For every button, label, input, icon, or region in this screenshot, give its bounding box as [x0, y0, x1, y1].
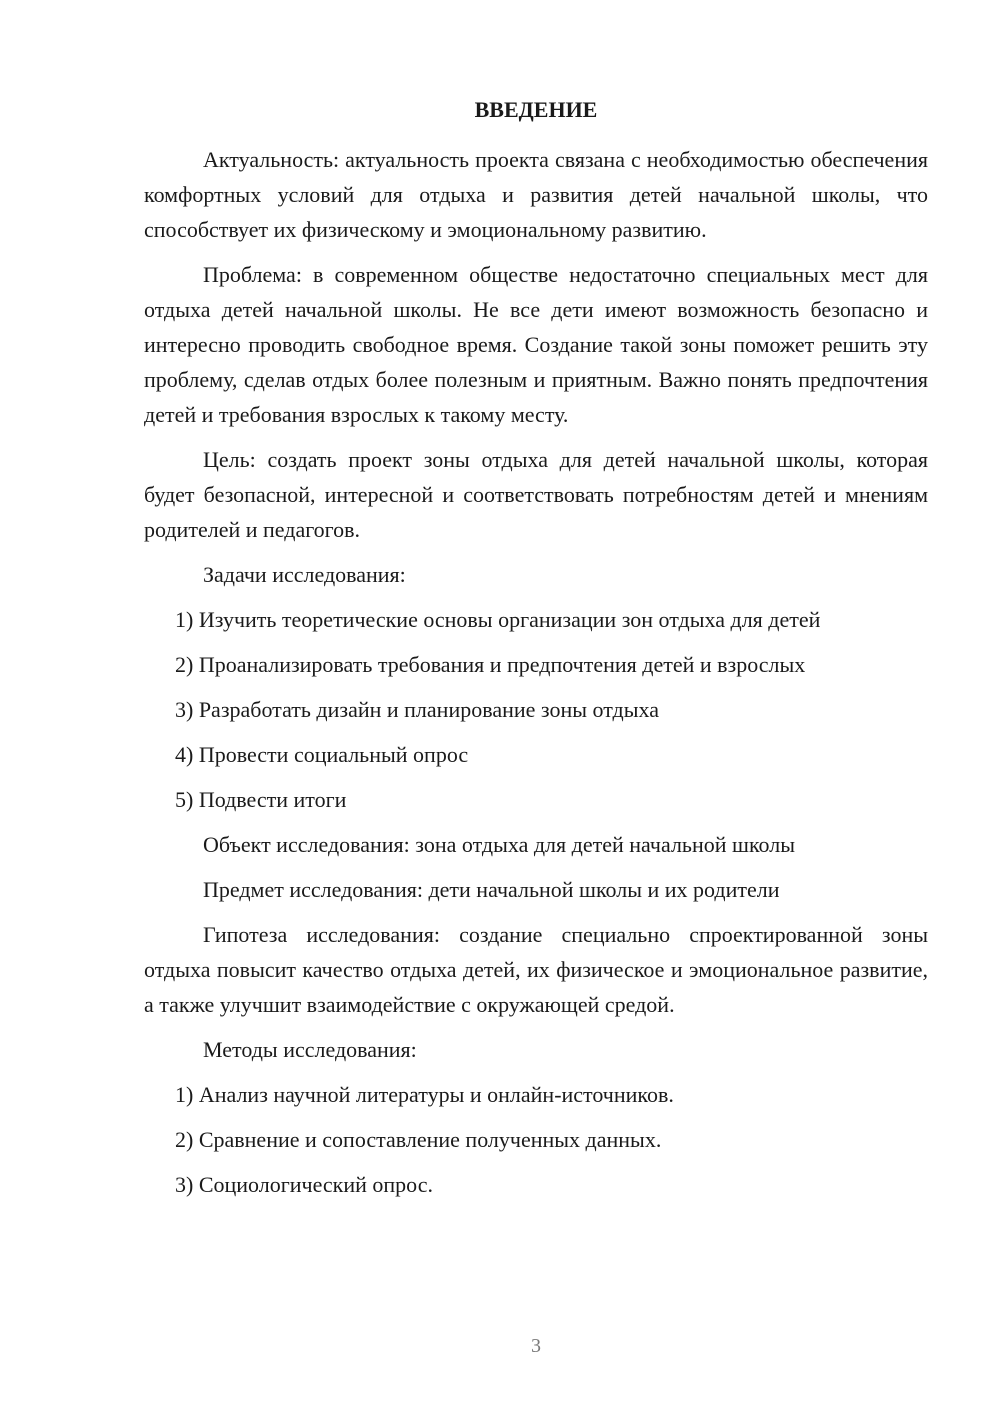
page-number: 3 — [531, 1335, 541, 1357]
list-item: 2) Сравнение и сопоставление полученных данных. — [175, 1127, 662, 1152]
methods-list — [144, 1077, 928, 1202]
list-item: 1) Анализ научной литературы и онлайн-источников. — [175, 1082, 674, 1107]
section-heading: ВВЕДЕНИЕ — [474, 97, 598, 122]
list-item: 3) Разработать дизайн и планирование зоны отдыха — [175, 697, 659, 722]
list-item: 4) Провести социальный опрос — [175, 742, 469, 767]
list-item: 3) Социологический опрос. — [175, 1172, 433, 1197]
document-page — [144, 96, 928, 1212]
research-subject: Предмет исследования: дети начальной школы и их родители — [203, 877, 780, 902]
problem-paragraph: Проблема: в современном обществе недостаточно специальных мест для отдыха детей начальной школы. Не все дети имеют возможность безопасно и интересно проводить свободное время. Создание такой зоны поможет решить эту проблему, сделав отдых более полезным и приятным. Важно понять предпочтения детей и требования взрослых к такому месту. — [144, 262, 928, 427]
list-item: 5) Подвести итоги — [175, 787, 347, 812]
list-item: 2) Проанализировать требования и предпочтения детей и взрослых — [175, 652, 806, 677]
methods-title: Методы исследования: — [203, 1037, 417, 1062]
tasks-title: Задачи исследования: — [203, 562, 406, 587]
relevance-paragraph: Актуальность: актуальность проекта связана с необходимостью обеспечения комфортных условий для отдыха и развития детей начальной школы, что способствует их физическому и эмоциональному развитию. — [144, 147, 928, 242]
tasks-list — [144, 602, 928, 817]
research-object: Объект исследования: зона отдыха для детей начальной школы — [203, 832, 795, 857]
hypothesis-paragraph: Гипотеза исследования: создание специально спроектированной зоны отдыха повысит качество отдыха детей, их физическое и эмоциональное развитие, а также улучшит взаимодействие с окружающей средой. — [144, 922, 928, 1017]
goal-paragraph: Цель: создать проект зоны отдыха для детей начальной школы, которая будет безопасной, интересной и соответствовать потребностям детей и мнениям родителей и педагогов. — [144, 447, 928, 542]
list-item: 1) Изучить теоретические основы организации зон отдыха для детей — [175, 607, 821, 632]
